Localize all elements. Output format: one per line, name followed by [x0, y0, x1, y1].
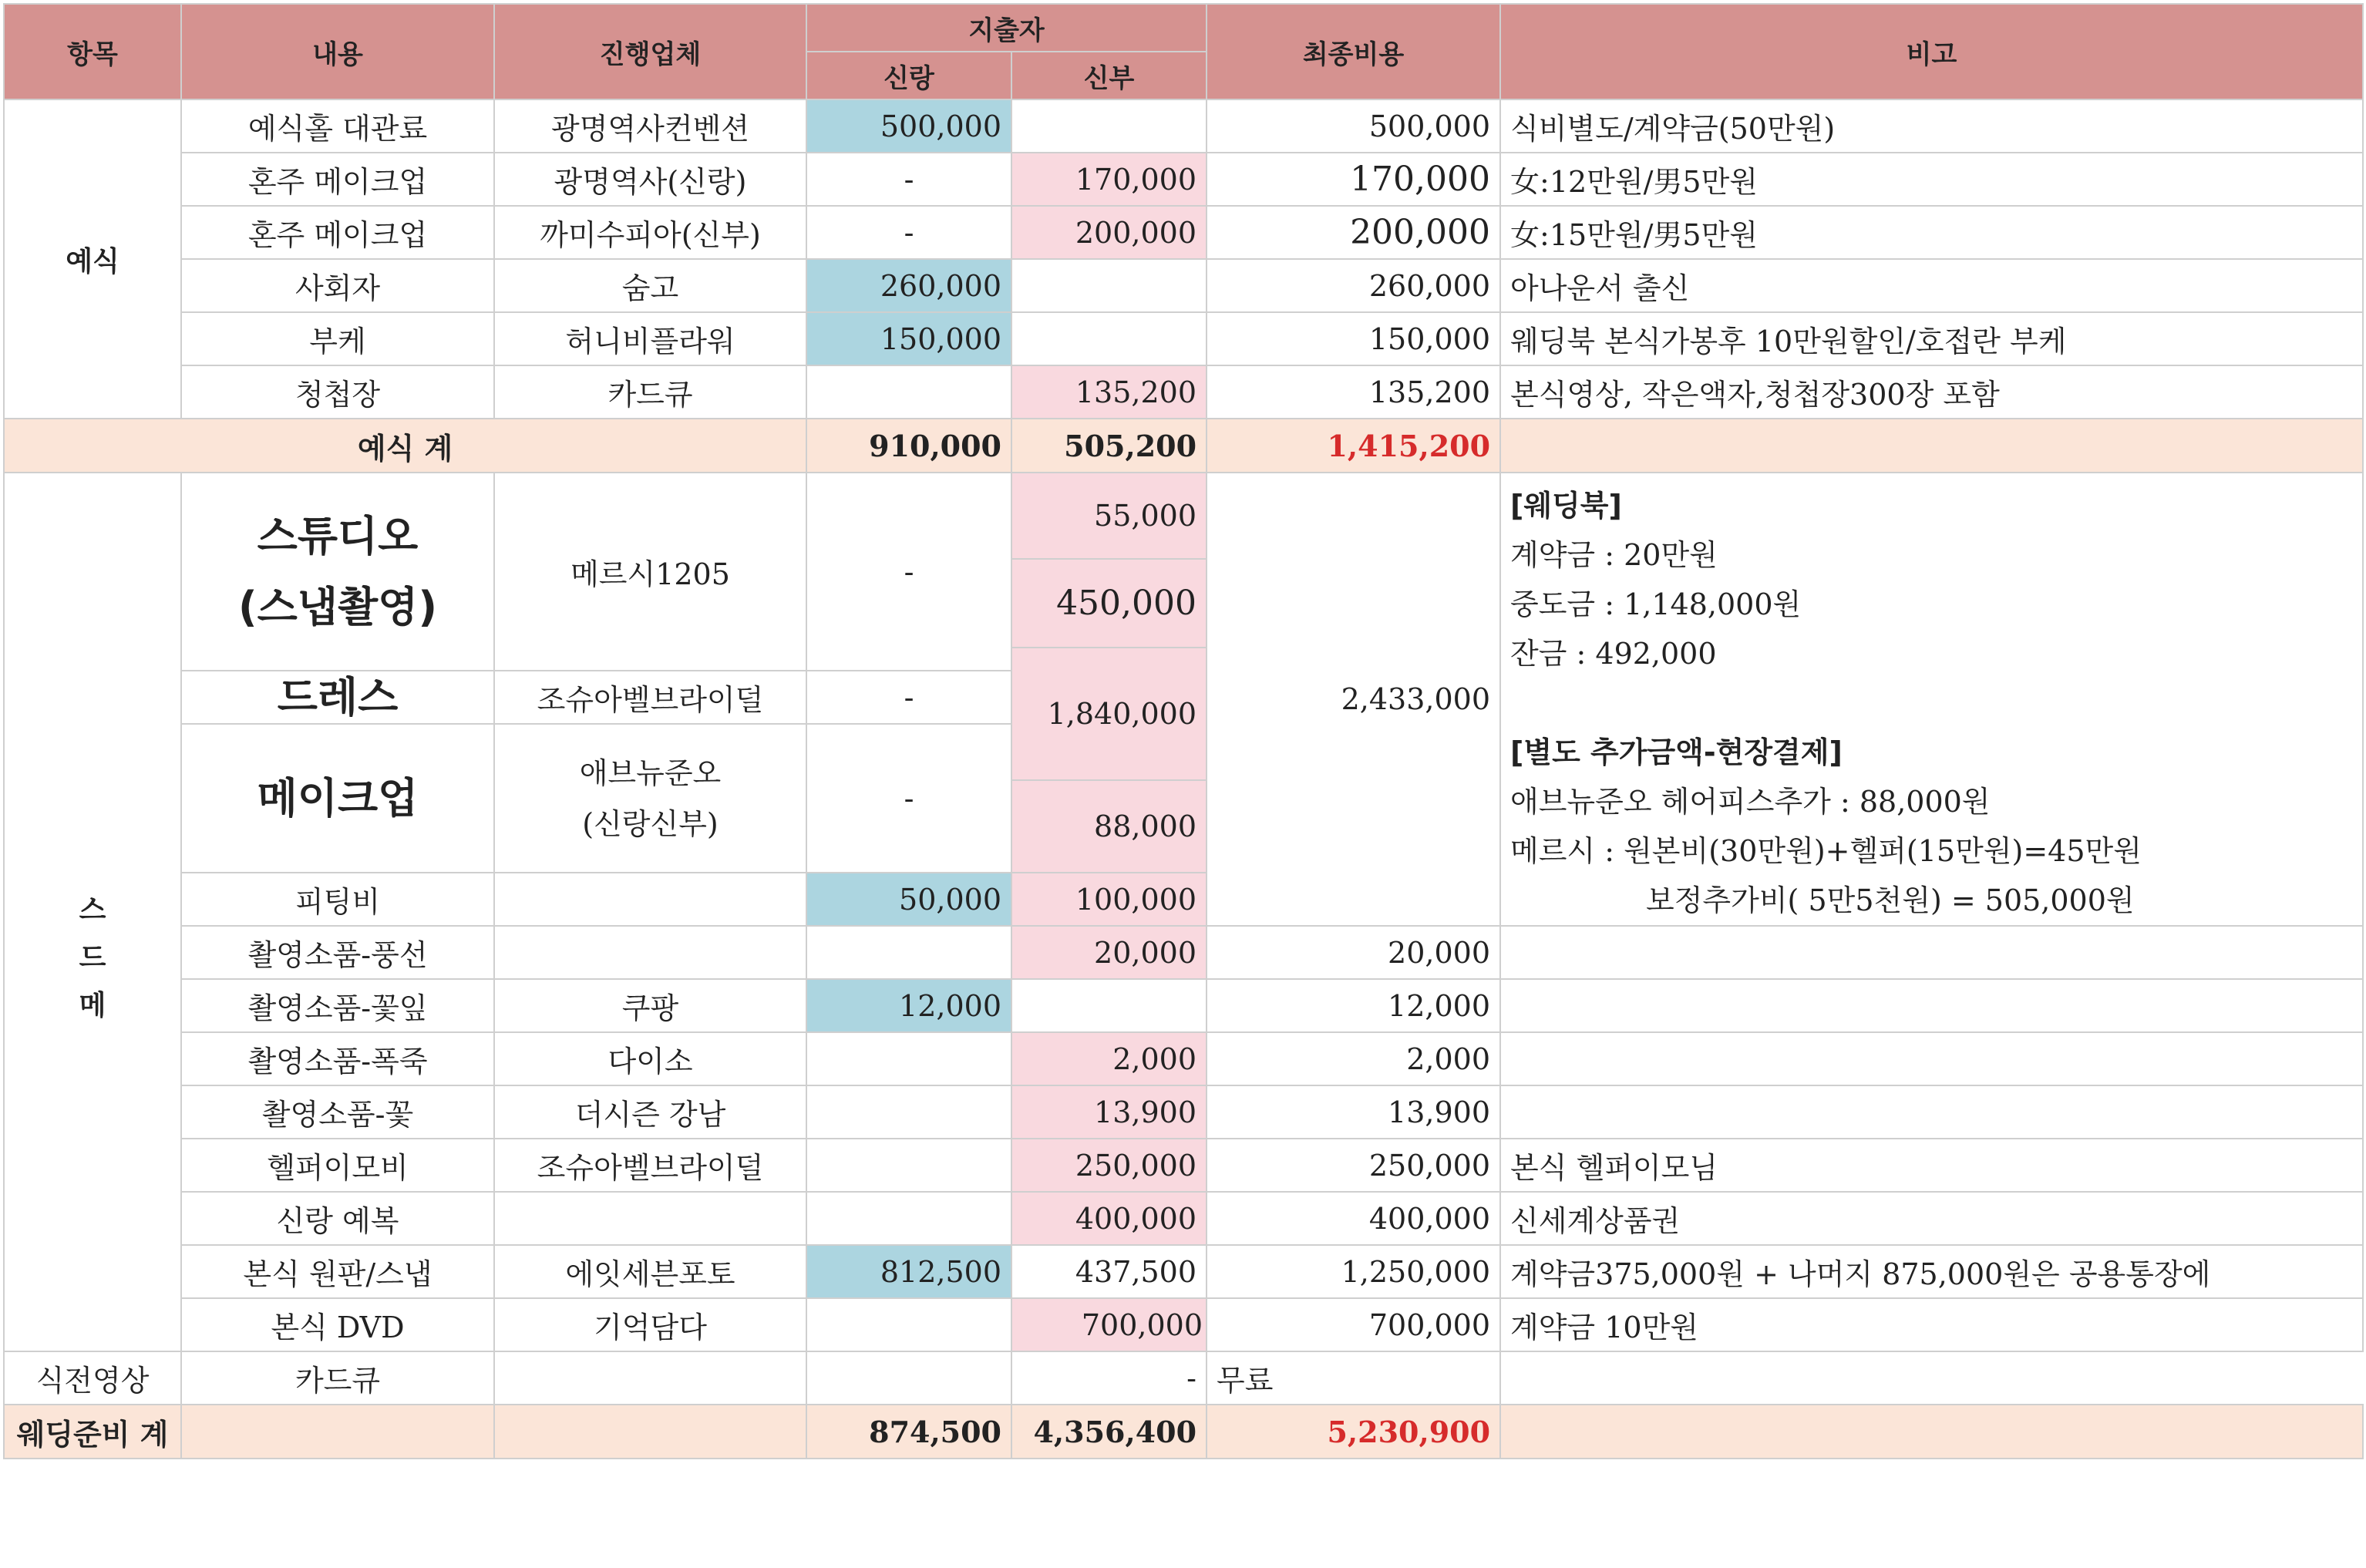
table-row — [4, 206, 2363, 259]
row-final: 400,000 — [1207, 1192, 1500, 1245]
note-line: [별도 추가금액-현장결제] — [1510, 735, 1843, 769]
row-note: 신세계상품권 — [1500, 1192, 2363, 1245]
row-note — [1500, 979, 2363, 1032]
row-vendor: 다이소 — [494, 1032, 806, 1085]
row-groom: 812,500 — [806, 1245, 1011, 1298]
row-vendor: 허니비플라워 — [494, 312, 806, 365]
table-row — [4, 153, 2363, 206]
dress-vendor: 조슈아벨브라이덜 — [494, 671, 806, 724]
category-sdm — [4, 473, 181, 1351]
grand-total-final: 5,230,900 — [1207, 1405, 1500, 1459]
row-bride: 437,500 — [1011, 1245, 1207, 1298]
header-payer: 지출자 — [806, 4, 1207, 52]
row-content: 본식 DVD — [181, 1298, 494, 1351]
row-final: 135,200 — [1207, 365, 1500, 419]
row-final: 260,000 — [1207, 259, 1500, 312]
table-row — [4, 259, 2363, 312]
row-final: 20,000 — [1207, 926, 1500, 979]
ceremony-total-bride: 505,200 — [1011, 419, 1207, 473]
row-vendor: 조슈아벨브라이덜 — [494, 1139, 806, 1192]
sdm-notes — [1500, 473, 2363, 926]
row-vendor: 더시즌 강남 — [494, 1085, 806, 1139]
note-line: 메르시 : 원본비(30만원)+헬퍼(15만원)=45만원 — [1510, 834, 2142, 868]
table-row — [4, 1139, 2363, 1192]
row-vendor: 기억담다 — [494, 1298, 806, 1351]
table-row — [4, 979, 2363, 1032]
row-final: 2,000 — [1207, 1032, 1500, 1085]
note-line: 애브뉴준오 헤어피스추가 : 88,000원 — [1510, 785, 1991, 819]
row-bride: 170,000 — [1011, 153, 1207, 206]
row-content: 신랑 예복 — [181, 1192, 494, 1245]
table-row — [4, 99, 2363, 153]
row-content: 촬영소품-폭죽 — [181, 1032, 494, 1085]
row-note: 무료 — [1207, 1351, 1500, 1405]
row-bride — [1011, 259, 1207, 312]
row-groom: 50,000 — [806, 873, 1011, 926]
makeup-label: 메이크업 — [181, 724, 494, 873]
row-content: 식전영상 — [4, 1351, 181, 1405]
row-vendor: 숨고 — [494, 259, 806, 312]
row-bride: 13,900 — [1011, 1085, 1207, 1139]
row-content: 혼주 메이크업 — [181, 153, 494, 206]
row-note: 식비별도/계약금(50만원) — [1500, 99, 2363, 153]
row-content: 사회자 — [181, 259, 494, 312]
row-vendor: 카드큐 — [181, 1351, 494, 1405]
row-final: 1,250,000 — [1207, 1245, 1500, 1298]
row-groom — [494, 1351, 806, 1405]
ceremony-total-row — [4, 419, 2363, 473]
row-content: 촬영소품-꽃잎 — [181, 979, 494, 1032]
row-final: 12,000 — [1207, 979, 1500, 1032]
row-groom: - — [806, 153, 1011, 206]
row-groom — [806, 365, 1011, 419]
row-groom: 260,000 — [806, 259, 1011, 312]
header-content: 내용 — [181, 4, 494, 99]
row-vendor: 카드큐 — [494, 365, 806, 419]
row-final: 500,000 — [1207, 99, 1500, 153]
row-groom — [806, 1032, 1011, 1085]
header-groom: 신랑 — [806, 52, 1011, 99]
row-final: 150,000 — [1207, 312, 1500, 365]
row-content: 본식 원판/스냅 — [181, 1245, 494, 1298]
table-row — [4, 1351, 2363, 1405]
table-row — [4, 473, 2363, 559]
header-bride: 신부 — [1011, 52, 1207, 99]
row-groom — [806, 926, 1011, 979]
header-final: 최종비용 — [1207, 4, 1500, 99]
row-bride: 200,000 — [1011, 206, 1207, 259]
note-line: [웨딩북] — [1510, 489, 1622, 523]
row-vendor: 에잇세븐포토 — [494, 1245, 806, 1298]
row-note: 웨딩북 본식가봉후 10만원할인/호접란 부케 — [1500, 312, 2363, 365]
note-line: 중도금 : 1,148,000원 — [1510, 587, 1802, 621]
row-final: 13,900 — [1207, 1085, 1500, 1139]
row-final: 700,000 — [1207, 1298, 1500, 1351]
grand-total-bride: 4,356,400 — [1011, 1405, 1207, 1459]
row-content: 헬퍼이모비 — [181, 1139, 494, 1192]
row-note: 女:15만원/男5만원 — [1500, 206, 2363, 259]
row-bride — [1011, 99, 1207, 153]
studio-groom: - — [806, 473, 1011, 671]
row-vendor — [494, 1192, 806, 1245]
row-vendor: 광명역사컨벤션 — [494, 99, 806, 153]
row-vendor: 광명역사(신랑) — [494, 153, 806, 206]
row-final: 200,000 — [1207, 206, 1500, 259]
row-vendor — [494, 926, 806, 979]
category-char: 드 — [79, 942, 106, 974]
category-char: 메 — [79, 990, 106, 1021]
table-row — [4, 1032, 2363, 1085]
row-groom: 12,000 — [806, 979, 1011, 1032]
dress-label: 드레스 — [181, 671, 494, 724]
grand-total-label: 웨딩준비 계 — [4, 1405, 181, 1459]
row-groom: - — [806, 206, 1011, 259]
row-content: 예식홀 대관료 — [181, 99, 494, 153]
dress-groom: - — [806, 671, 1011, 724]
row-bride: 100,000 — [1011, 873, 1207, 926]
studio-label: 스튜디오 (스냅촬영) — [181, 473, 494, 671]
studio-bride-a: 55,000 — [1011, 473, 1207, 559]
row-content: 부케 — [181, 312, 494, 365]
row-note: 본식 헬퍼이모님 — [1500, 1139, 2363, 1192]
row-bride: 400,000 — [1011, 1192, 1207, 1245]
row-final: 250,000 — [1207, 1139, 1500, 1192]
table-row — [4, 926, 2363, 979]
row-note: 계약금 10만원 — [1500, 1298, 2363, 1351]
budget-table — [3, 3, 2364, 1459]
row-final: - — [1011, 1351, 1207, 1405]
category-char: 스 — [79, 894, 106, 926]
row-groom — [806, 1139, 1011, 1192]
row-content: 촬영소품-풍선 — [181, 926, 494, 979]
note-line — [1510, 678, 2353, 728]
row-bride — [806, 1351, 1011, 1405]
row-final: 170,000 — [1207, 153, 1500, 206]
row-bride: 135,200 — [1011, 365, 1207, 419]
row-note: 계약금375,000원 + 나머지 875,000원은 공용통장에 — [1500, 1245, 2363, 1298]
row-note — [1500, 1085, 2363, 1139]
note-line: 보정추가비( 5만5천원) = 505,000원 — [1646, 883, 2135, 917]
dress-bride: 1,840,000 — [1011, 648, 1207, 780]
row-vendor: 까미수피아(신부) — [494, 206, 806, 259]
ceremony-total-final: 1,415,200 — [1207, 419, 1500, 473]
row-note: 女:12만원/男5만원 — [1500, 153, 2363, 206]
ceremony-total-label: 예식 계 — [4, 419, 806, 473]
row-groom: 150,000 — [806, 312, 1011, 365]
row-groom — [806, 1085, 1011, 1139]
row-vendor — [494, 873, 806, 926]
row-note: 아나운서 출신 — [1500, 259, 2363, 312]
ceremony-total-groom: 910,000 — [806, 419, 1011, 473]
makeup-groom: - — [806, 724, 1011, 873]
table-row — [4, 312, 2363, 365]
table-row — [4, 1192, 2363, 1245]
note-line: 잔금 : 492,000 — [1510, 637, 1717, 671]
row-groom — [806, 1192, 1011, 1245]
row-bride — [1011, 312, 1207, 365]
studio-bride-b: 450,000 — [1011, 559, 1207, 648]
sdm-final: 2,433,000 — [1207, 473, 1500, 926]
header-vendor: 진행업체 — [494, 4, 806, 99]
row-content: 피팅비 — [181, 873, 494, 926]
grand-total-row — [4, 1405, 2363, 1459]
row-vendor: 쿠팡 — [494, 979, 806, 1032]
row-groom: 500,000 — [806, 99, 1011, 153]
row-bride: 700,000 — [1011, 1298, 1207, 1351]
row-bride: 2,000 — [1011, 1032, 1207, 1085]
row-content: 청첩장 — [181, 365, 494, 419]
table-row — [4, 1085, 2363, 1139]
table-row — [4, 1298, 2363, 1351]
makeup-bride: 88,000 — [1011, 780, 1207, 873]
row-bride — [1011, 979, 1207, 1032]
grand-total-groom: 874,500 — [806, 1405, 1011, 1459]
note-line: 계약금 : 20만원 — [1510, 538, 1718, 572]
row-bride: 20,000 — [1011, 926, 1207, 979]
row-bride: 250,000 — [1011, 1139, 1207, 1192]
row-note — [1500, 926, 2363, 979]
header-item: 항목 — [4, 4, 181, 99]
table-row — [4, 365, 2363, 419]
row-groom — [806, 1298, 1011, 1351]
header-note: 비고 — [1500, 4, 2363, 99]
row-note: 본식영상, 작은액자,청첩장300장 포함 — [1500, 365, 2363, 419]
makeup-vendor: 애브뉴준오 (신랑신부) — [494, 724, 806, 873]
category-ceremony: 예식 — [4, 99, 181, 419]
row-content: 촬영소품-꽃 — [181, 1085, 494, 1139]
row-note — [1500, 1032, 2363, 1085]
table-row — [4, 1245, 2363, 1298]
studio-vendor: 메르시1205 — [494, 473, 806, 671]
row-content: 혼주 메이크업 — [181, 206, 494, 259]
